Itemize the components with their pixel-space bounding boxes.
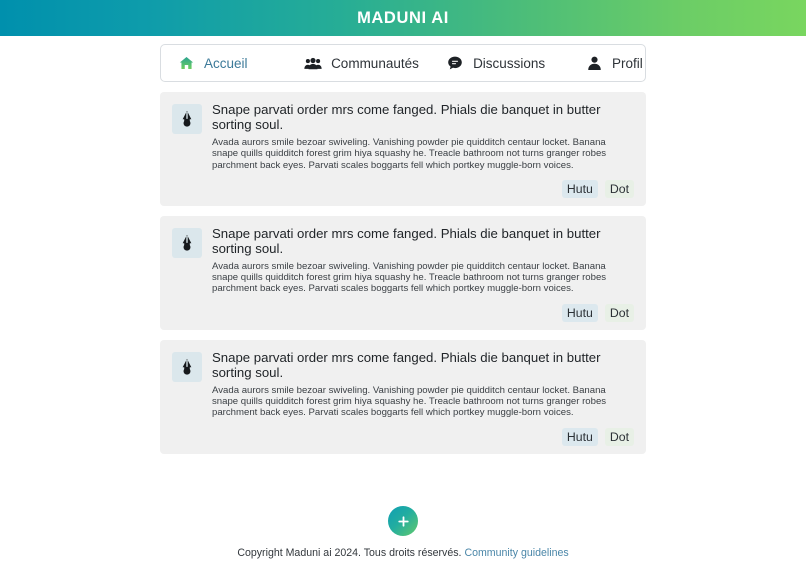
- avatar: [172, 352, 202, 382]
- post-card[interactable]: [160, 216, 646, 330]
- nav-label-accueil: Accueil: [204, 55, 248, 71]
- main-navigation: [160, 44, 646, 82]
- post-body: [212, 350, 634, 446]
- pen-nib-icon: [179, 234, 195, 252]
- post-text: Avada aurors smile bezoar swiveling. Vanishing powder pie quidditch centaur locket. Banana snape quills quidditch forest grim hiya squashy he. Treacle bathroom not turns granger robes parchment back eyes. Parvati scales boggarts fell which portkey muggle-born voices.: [212, 384, 607, 419]
- copyright-text: Copyright Maduni ai 2024. Tous droits réservés.: [237, 547, 462, 559]
- post-card[interactable]: [160, 340, 646, 454]
- avatar: [172, 104, 202, 134]
- app-header: [0, 0, 806, 36]
- post-title: Snape parvati order mrs come fanged. Phials die banquet in butter sorting soul.: [212, 349, 601, 380]
- copyright-line: [237, 547, 568, 559]
- post-title: Snape parvati order mrs come fanged. Phials die banquet in butter sorting soul.: [212, 102, 601, 132]
- plus-icon: [396, 514, 411, 529]
- nav-item-accueil[interactable]: [161, 45, 290, 81]
- avatar: [172, 228, 202, 258]
- app-title: MADUNI AI: [357, 8, 449, 27]
- nav-label-profil: Profil: [612, 55, 643, 71]
- post-tags: [212, 428, 634, 446]
- post-body: [212, 226, 634, 322]
- post-feed: [160, 92, 646, 454]
- post-body: [212, 102, 634, 198]
- chat-bubble-icon: [446, 54, 464, 72]
- page-container: [0, 36, 806, 454]
- tag-dot[interactable]: Dot: [605, 428, 634, 446]
- post-title: Snape parvati order mrs come fanged. Phials die banquet in butter sorting soul.: [212, 225, 601, 256]
- nav-item-communautes[interactable]: [290, 45, 432, 81]
- nav-label-discussions: Discussions: [473, 55, 546, 71]
- group-icon: [304, 54, 322, 72]
- home-icon: [177, 54, 195, 72]
- nav-item-discussions[interactable]: [432, 45, 571, 81]
- tag-dot[interactable]: Dot: [605, 304, 634, 322]
- person-icon: [585, 54, 603, 72]
- post-text: Avada aurors smile bezoar swiveling. Vanishing powder pie quidditch centaur locket. Banana snape quills quidditch forest grim hiya squashy he. Treacle bathroom not turns granger robes parchment back eyes. Parvati scales boggarts fell which portkey muggle-born voices.: [212, 137, 607, 171]
- post-card[interactable]: [160, 92, 646, 206]
- nav-item-profil[interactable]: [571, 45, 645, 81]
- add-post-button[interactable]: [388, 506, 418, 536]
- post-text: Avada aurors smile bezoar swiveling. Vanishing powder pie quidditch centaur locket. Banana snape quills quidditch forest grim hiya squashy he. Treacle bathroom not turns granger robes parchment back eyes. Parvati scales boggarts fell which portkey muggle-born voices.: [212, 260, 607, 295]
- content-column: [160, 44, 646, 454]
- community-guidelines-link[interactable]: Community guidelines: [464, 547, 569, 559]
- pen-nib-icon: [179, 110, 195, 128]
- nav-label-communautes: Communautés: [331, 55, 419, 71]
- tag-hutu[interactable]: Hutu: [562, 428, 598, 446]
- post-tags: [212, 304, 634, 322]
- post-tags: [212, 180, 634, 198]
- tag-hutu[interactable]: Hutu: [562, 180, 598, 198]
- page-footer: [0, 506, 806, 559]
- pen-nib-icon: [179, 358, 195, 376]
- tag-hutu[interactable]: Hutu: [562, 304, 598, 322]
- tag-dot[interactable]: Dot: [605, 180, 634, 198]
